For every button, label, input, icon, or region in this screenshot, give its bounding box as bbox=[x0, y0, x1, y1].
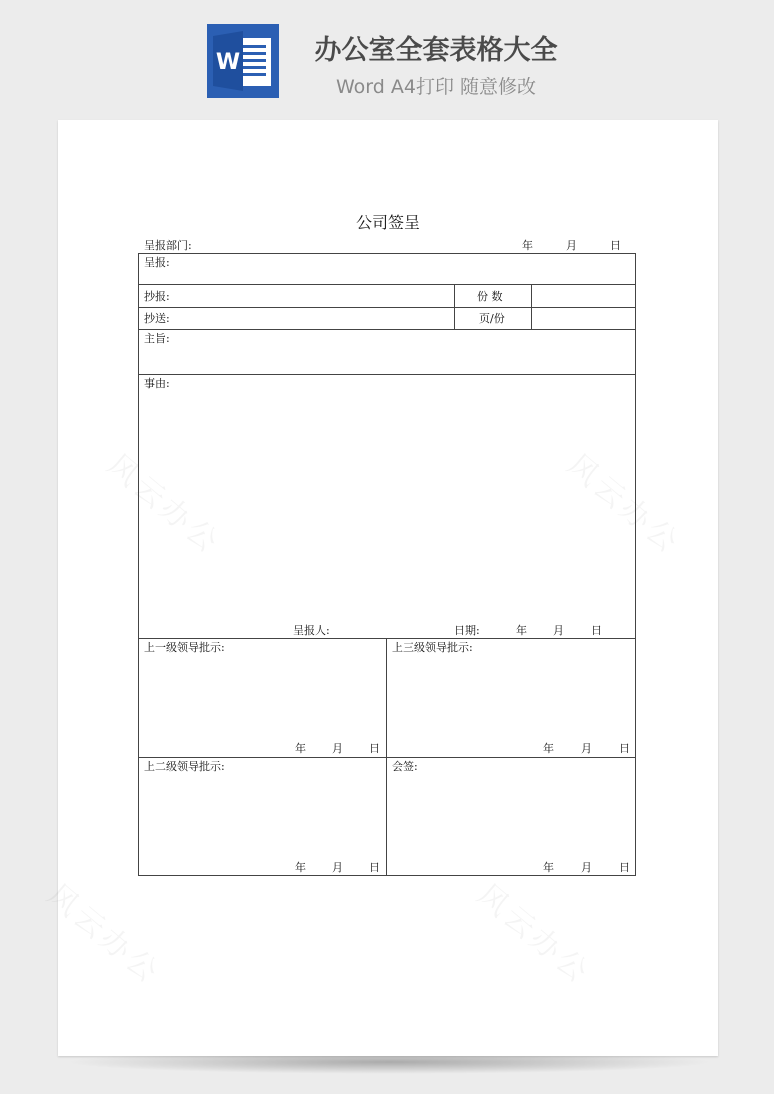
table-line bbox=[138, 253, 139, 876]
table-line bbox=[138, 253, 636, 254]
report-to-label: 呈报: bbox=[144, 256, 170, 269]
header-month: 月 bbox=[566, 239, 577, 252]
watermark bbox=[470, 871, 602, 992]
reporter-label: 呈报人: bbox=[293, 624, 330, 637]
level2-approval-label: 上二级领导批示: bbox=[144, 760, 225, 773]
table-line bbox=[138, 757, 636, 758]
reason-year: 年 bbox=[516, 624, 527, 637]
watermark bbox=[40, 871, 172, 992]
level3-day: 日 bbox=[619, 742, 630, 755]
cc-label: 抄报: bbox=[144, 290, 170, 303]
table-line bbox=[386, 638, 387, 876]
banner bbox=[0, 0, 774, 118]
level3-approval-label: 上三级领导批示: bbox=[392, 641, 473, 654]
logo-letter: W bbox=[215, 50, 241, 75]
banner-title: 办公室全套表格大全 bbox=[314, 35, 558, 66]
document-title: 公司签呈 bbox=[355, 213, 420, 232]
send-label: 抄送: bbox=[144, 312, 170, 325]
cosign-label: 会签: bbox=[392, 760, 418, 773]
level3-month: 月 bbox=[581, 742, 592, 755]
level1-approval-label: 上一级领导批示: bbox=[144, 641, 225, 654]
watermark bbox=[100, 441, 232, 562]
table-line bbox=[531, 284, 532, 330]
level1-year: 年 bbox=[295, 742, 306, 755]
document-page bbox=[58, 120, 718, 1056]
level1-month: 月 bbox=[332, 742, 343, 755]
reason-day: 日 bbox=[591, 624, 602, 637]
table-line bbox=[454, 284, 455, 330]
table-line bbox=[138, 638, 636, 639]
level2-month: 月 bbox=[332, 861, 343, 874]
reason-month: 月 bbox=[553, 624, 564, 637]
table-line bbox=[138, 284, 636, 285]
header-day: 日 bbox=[610, 239, 621, 252]
level2-year: 年 bbox=[295, 861, 306, 874]
banner-subtitle: Word A4打印 随意修改 bbox=[335, 76, 536, 98]
level1-day: 日 bbox=[369, 742, 380, 755]
watermark bbox=[560, 441, 692, 562]
table-line bbox=[635, 253, 636, 876]
level3-year: 年 bbox=[543, 742, 554, 755]
subject-label: 主旨: bbox=[144, 332, 170, 345]
cosign-year: 年 bbox=[543, 861, 554, 874]
cosign-day: 日 bbox=[619, 861, 630, 874]
header-year: 年 bbox=[522, 239, 533, 252]
pages-label: 页/份 bbox=[479, 312, 505, 325]
word-logo-icon bbox=[207, 24, 279, 98]
cosign-month: 月 bbox=[581, 861, 592, 874]
table-line bbox=[138, 329, 636, 330]
level2-day: 日 bbox=[369, 861, 380, 874]
date-label: 日期: bbox=[454, 624, 480, 637]
reason-label: 事由: bbox=[144, 377, 170, 390]
department-label: 呈报部门: bbox=[144, 239, 192, 252]
table-line bbox=[138, 875, 636, 876]
table-line bbox=[138, 307, 636, 308]
table-line bbox=[138, 374, 636, 375]
copies-label: 份 数 bbox=[477, 290, 503, 303]
